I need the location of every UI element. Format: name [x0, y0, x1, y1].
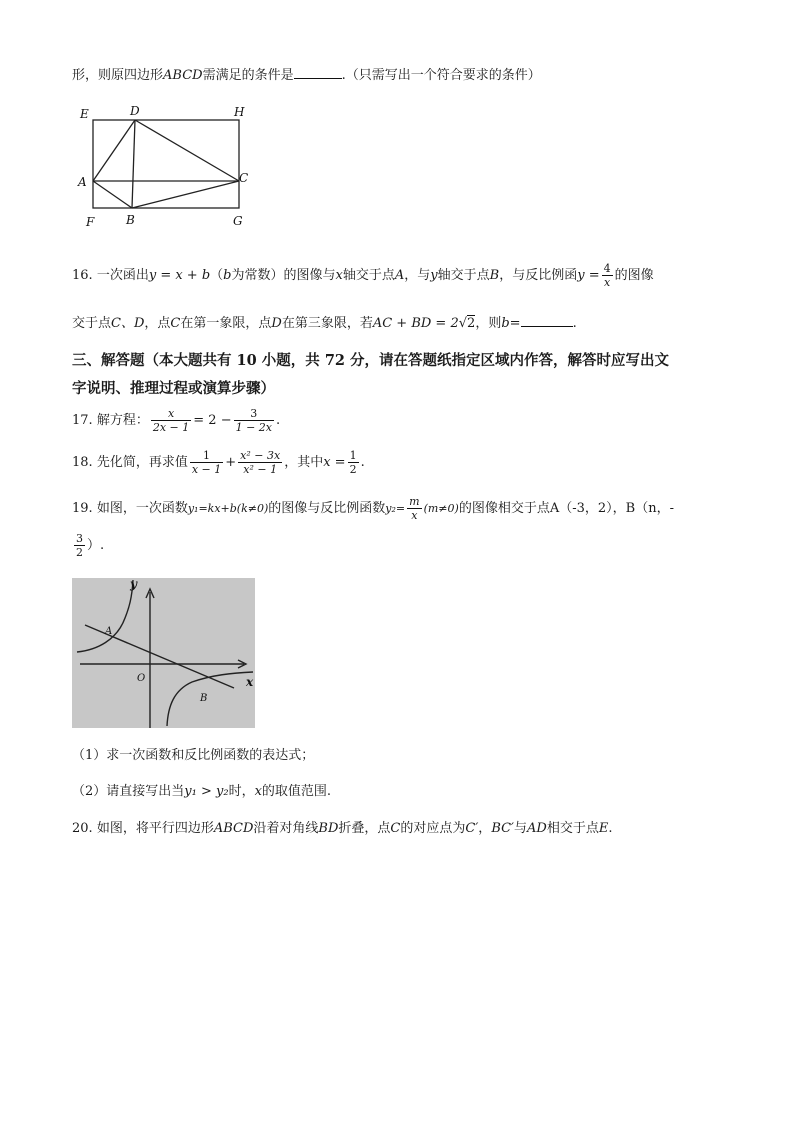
segment-dc [135, 120, 239, 181]
label-a: A [78, 175, 87, 189]
q16-line1: 16. 一次函出y = x + b（b为常数）的图像与x轴交于点A，与y轴交于点B，与反比例函y = $\frac{4}{x}$ 的图像 [72, 262, 654, 289]
label-o: O [137, 673, 146, 684]
label-b: B [126, 213, 135, 227]
rectangle-efgh [93, 120, 239, 208]
label-d: D [130, 104, 140, 118]
fraction-x2-3x-over-x2-1: $\frac{\text{x² − 3x}}{\text{x² − 1}}$ [240, 449, 281, 476]
q20: 20. 如图，将平行四边形ABCD沿着对角线BD折叠，点C的对应点为C′，BC′与AD相交于点E. [72, 821, 613, 836]
label-c: C [239, 171, 249, 185]
q19-line1: 19. 如图，一次函数y₁=kx+b(k≠0)的图像与反比例函数y₂= $\frac{m}{x}$ (m≠0)的图像相交于点A（-3，2），B（n，- [72, 495, 674, 522]
segment-ba [93, 181, 132, 208]
label-g: G [233, 214, 243, 228]
label-x: x [246, 675, 254, 689]
fraction-3-over-1-2x: $\frac{3}{1 - 2x}$ [235, 407, 273, 434]
q19-graph [72, 578, 255, 728]
q18: 18. 先化简，再求值 $\frac{1}{x - 1}$ + $\frac{\text{x² − 3x}}{\text{x² − 1}}$ ，其中x = $\frac{1}{2}$ . [72, 449, 365, 476]
q17: 17. 解方程： $\frac{x}{2x - 1}$ = 2 − $\frac{3}{1 - 2x}$ . [72, 407, 281, 434]
label-e: E [80, 107, 89, 121]
section-heading: 三、解答题（本大题共有 10 小题，共 72 分，请在答题纸指定区域内作答，解答时应写出文 [72, 352, 670, 369]
label-h: H [234, 105, 245, 119]
diagonal-db [132, 120, 135, 208]
q19-sub1: （1）求一次函数和反比例函数的表达式； [72, 748, 315, 763]
q15-figure [74, 100, 254, 230]
fraction-1-over-2: $\frac{1}{2}$ [349, 449, 357, 476]
answer-blank [521, 314, 573, 327]
segment-cb [132, 181, 239, 208]
fraction-x-over-2x-1: $\frac{x}{2x - 1}$ [152, 407, 190, 434]
label-a: A [105, 626, 113, 637]
label-f: F [86, 215, 95, 229]
section-heading-cont: 字说明、推理过程或演算步骤） [72, 380, 275, 397]
q19-line2: $\frac{3}{2}$ ）. [76, 532, 105, 559]
label-y: y [130, 578, 137, 591]
q19-sub2: （2）请直接写出当y₁ > y₂时，x的取值范围. [72, 784, 332, 799]
answer-blank [294, 66, 342, 79]
label-b: B [200, 693, 208, 704]
q16-line2: 交于点C、D，点C在第一象限，点D在第三象限，若AC + BD = 2√2，则b= . [72, 316, 577, 331]
fraction-m-over-x: $\frac{m}{x}$ [409, 495, 420, 522]
q15-text: 形，则原四边形ABCD需满足的条件是 .（只需写出一个符合要求的条件） [72, 68, 541, 83]
sqrt-symbol: √ [458, 316, 468, 331]
fraction-3-over-2: $\frac{3}{2}$ [76, 532, 83, 559]
segment-ad [93, 120, 135, 181]
fraction-1-over-x-1: $\frac{1}{x - 1}$ [191, 449, 222, 476]
fraction-4-over-x: $\frac{4}{x}$ [603, 262, 611, 289]
